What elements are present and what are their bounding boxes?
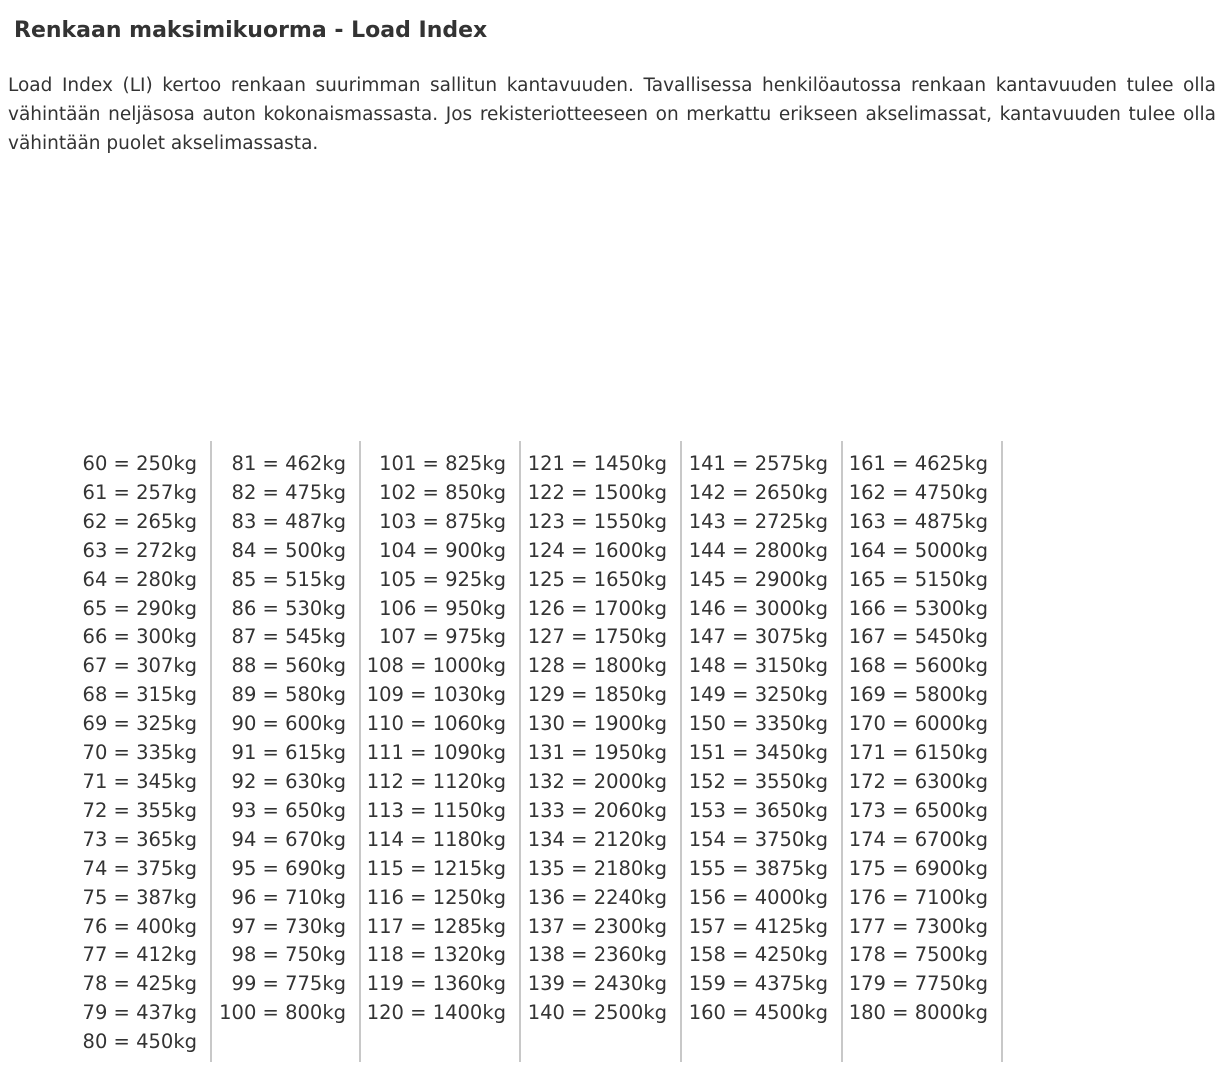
load-index-entry: 94 = 670kg [231, 827, 346, 851]
load-index-entry: 116 = 1250kg [366, 885, 506, 909]
load-index-entry: 114 = 1180kg [366, 827, 506, 851]
load-index-entry: 101 = 825kg [379, 452, 506, 475]
load-index-entry: 85 = 515kg [231, 567, 346, 591]
load-index-entry: 65 = 290kg [82, 596, 197, 620]
load-index-entry: 141 = 2575kg [688, 452, 828, 475]
load-index-entry: 100 = 800kg [219, 1001, 346, 1025]
load-index-entry: 62 = 265kg [82, 509, 197, 533]
load-index-entry: 118 = 1320kg [366, 943, 506, 967]
load-index-entry: 64 = 280kg [82, 567, 197, 591]
load-index-entry: 78 = 425kg [82, 972, 197, 996]
load-index-entry: 147 = 3075kg [688, 625, 828, 649]
load-index-entry: 140 = 2500kg [527, 1001, 667, 1025]
load-index-entry: 149 = 3250kg [688, 683, 828, 707]
load-index-entry: 95 = 690kg [231, 856, 346, 880]
load-index-entry: 69 = 325kg [82, 712, 197, 736]
load-index-entry: 76 = 400kg [82, 914, 197, 938]
load-index-entry: 98 = 750kg [231, 943, 346, 967]
load-index-entry: 142 = 2650kg [688, 480, 828, 504]
load-index-entry: 144 = 2800kg [688, 538, 828, 562]
load-index-entry: 79 = 437kg [82, 1001, 197, 1025]
load-index-column [52, 441, 212, 1062]
load-index-entry: 73 = 365kg [82, 827, 197, 851]
load-index-entry: 75 = 387kg [82, 885, 197, 909]
load-index-entry: 129 = 1850kg [527, 683, 667, 707]
load-index-entry: 108 = 1000kg [366, 654, 506, 678]
load-index-entry: 104 = 900kg [379, 538, 506, 562]
load-index-entry: 105 = 925kg [379, 567, 506, 591]
load-index-entry: 167 = 5450kg [848, 625, 988, 649]
load-index-entry: 146 = 3000kg [688, 596, 828, 620]
load-index-entry: 63 = 272kg [82, 538, 197, 562]
load-index-entry: 132 = 2000kg [527, 769, 667, 793]
load-index-entry: 115 = 1215kg [366, 856, 506, 880]
load-index-entry: 125 = 1650kg [527, 567, 667, 591]
load-index-entry: 82 = 475kg [231, 480, 346, 504]
load-index-entry: 110 = 1060kg [366, 712, 506, 736]
load-index-table [52, 441, 1003, 1062]
load-index-entry: 136 = 2240kg [527, 885, 667, 909]
load-index-entry: 91 = 615kg [231, 741, 346, 765]
load-index-entry: 97 = 730kg [231, 914, 346, 938]
load-index-entry: 68 = 315kg [82, 683, 197, 707]
load-index-entry: 66 = 300kg [82, 625, 197, 649]
load-index-entry: 176 = 7100kg [848, 885, 988, 909]
load-index-entry: 139 = 2430kg [527, 972, 667, 996]
load-index-entry: 151 = 3450kg [688, 741, 828, 765]
load-index-entry: 83 = 487kg [231, 509, 346, 533]
load-index-entry: 177 = 7300kg [848, 914, 988, 938]
load-index-entry: 138 = 2360kg [527, 943, 667, 967]
load-index-entry: 134 = 2120kg [527, 827, 667, 851]
load-index-entry: 96 = 710kg [231, 885, 346, 909]
load-index-entry: 131 = 1950kg [527, 741, 667, 765]
load-index-entry: 157 = 4125kg [688, 914, 828, 938]
load-index-entry: 90 = 600kg [231, 712, 346, 736]
load-index-entry: 159 = 4375kg [688, 972, 828, 996]
load-index-entry: 106 = 950kg [379, 596, 506, 620]
load-index-entry: 109 = 1030kg [366, 683, 506, 707]
load-index-entry: 127 = 1750kg [527, 625, 667, 649]
load-index-entry: 87 = 545kg [231, 625, 346, 649]
load-index-entry: 168 = 5600kg [848, 654, 988, 678]
page-title: Renkaan maksimikuorma - Load Index [14, 18, 488, 43]
load-index-column [843, 441, 1003, 1062]
load-index-entry: 111 = 1090kg [366, 741, 506, 765]
load-index-entry: 143 = 2725kg [688, 509, 828, 533]
load-index-column [521, 441, 682, 1062]
load-index-entry: 123 = 1550kg [527, 509, 667, 533]
load-index-entry: 124 = 1600kg [527, 538, 667, 562]
load-index-entry: 128 = 1800kg [527, 654, 667, 678]
load-index-entry: 135 = 2180kg [527, 856, 667, 880]
load-index-entry: 126 = 1700kg [527, 596, 667, 620]
load-index-entry: 107 = 975kg [379, 625, 506, 649]
load-index-entry: 60 = 250kg [82, 452, 197, 475]
load-index-entry: 155 = 3875kg [688, 856, 828, 880]
load-index-entry: 112 = 1120kg [366, 769, 506, 793]
load-index-entry: 72 = 355kg [82, 798, 197, 822]
load-index-entry: 179 = 7750kg [848, 972, 988, 996]
load-index-entry: 93 = 650kg [231, 798, 346, 822]
load-index-entry: 121 = 1450kg [527, 452, 667, 475]
load-index-column [361, 441, 521, 1062]
load-index-entry: 77 = 412kg [82, 943, 197, 967]
load-index-entry: 74 = 375kg [82, 856, 197, 880]
load-index-entry: 174 = 6700kg [848, 827, 988, 851]
load-index-entry: 103 = 875kg [379, 509, 506, 533]
load-index-entry: 148 = 3150kg [688, 654, 828, 678]
load-index-entry: 180 = 8000kg [848, 1001, 988, 1025]
load-index-entry: 67 = 307kg [82, 654, 197, 678]
load-index-entry: 158 = 4250kg [688, 943, 828, 967]
load-index-entry: 130 = 1900kg [527, 712, 667, 736]
load-index-entry: 171 = 6150kg [848, 741, 988, 765]
load-index-entry: 133 = 2060kg [527, 798, 667, 822]
load-index-entry: 70 = 335kg [82, 741, 197, 765]
load-index-entry: 156 = 4000kg [688, 885, 828, 909]
load-index-entry: 160 = 4500kg [688, 1001, 828, 1025]
load-index-entry: 172 = 6300kg [848, 769, 988, 793]
load-index-entry: 119 = 1360kg [366, 972, 506, 996]
load-index-entry: 120 = 1400kg [366, 1001, 506, 1025]
load-index-entry: 173 = 6500kg [848, 798, 988, 822]
load-index-column [212, 441, 361, 1062]
load-index-entry: 165 = 5150kg [848, 567, 988, 591]
load-index-entry: 152 = 3550kg [688, 769, 828, 793]
load-index-entry: 122 = 1500kg [527, 480, 667, 504]
load-index-entry: 86 = 530kg [231, 596, 346, 620]
load-index-entry: 145 = 2900kg [688, 567, 828, 591]
load-index-entry: 163 = 4875kg [848, 509, 988, 533]
load-index-entry: 170 = 6000kg [848, 712, 988, 736]
load-index-column [682, 441, 843, 1062]
load-index-entry: 92 = 630kg [231, 769, 346, 793]
load-index-entry: 166 = 5300kg [848, 596, 988, 620]
intro-paragraph: Load Index (LI) kertoo renkaan suurimman sallitun kantavuuden. Tavallisessa henkilöautossa renkaan kantavuuden tulee olla vähintään neljäsosa auton kokonaismassasta. Jos rekisteriotteeseen on merkattu erikseen akselimassat, kantavuuden tulee olla vähintään puolet akselimassasta. [8, 75, 1216, 154]
load-index-entry: 61 = 257kg [82, 480, 197, 504]
load-index-entry: 80 = 450kg [82, 1030, 197, 1054]
load-index-entry: 99 = 775kg [231, 972, 346, 996]
load-index-entry: 175 = 6900kg [848, 856, 988, 880]
load-index-entry: 71 = 345kg [82, 769, 197, 793]
load-index-entry: 81 = 462kg [231, 452, 346, 475]
load-index-entry: 154 = 3750kg [688, 827, 828, 851]
load-index-entry: 164 = 5000kg [848, 538, 988, 562]
load-index-entry: 89 = 580kg [231, 683, 346, 707]
load-index-entry: 153 = 3650kg [688, 798, 828, 822]
load-index-entry: 113 = 1150kg [366, 798, 506, 822]
load-index-entry: 102 = 850kg [379, 480, 506, 504]
load-index-entry: 178 = 7500kg [848, 943, 988, 967]
load-index-entry: 150 = 3350kg [688, 712, 828, 736]
load-index-entry: 161 = 4625kg [848, 452, 988, 475]
load-index-entry: 84 = 500kg [231, 538, 346, 562]
load-index-entry: 137 = 2300kg [527, 914, 667, 938]
load-index-entry: 162 = 4750kg [848, 480, 988, 504]
load-index-entry: 88 = 560kg [231, 654, 346, 678]
load-index-entry: 169 = 5800kg [848, 683, 988, 707]
load-index-entry: 117 = 1285kg [366, 914, 506, 938]
